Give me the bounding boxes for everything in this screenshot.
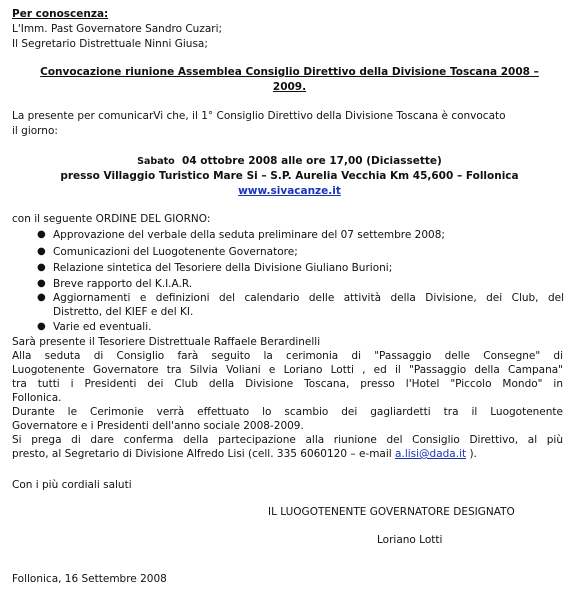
- meeting-website-row: [0, 185, 579, 197]
- signature-role: IL LUOGOTENENTE GOVERNATORE DESIGNATO: [268, 506, 515, 518]
- agenda-item-6: Varie ed eventuali.: [53, 321, 152, 333]
- agenda-intro: con il seguente ORDINE DEL GIORNO:: [12, 213, 211, 225]
- bullet-icon: ●: [37, 229, 46, 240]
- bullet-icon: ●: [37, 321, 46, 332]
- cc-line-2: Il Segretario Distrettuale Ninni Giusa;: [12, 38, 208, 50]
- website-link[interactable]: www.sivacanze.it: [238, 185, 341, 197]
- agenda-item-5-line-2: Distretto, del KIEF e del KI.: [53, 306, 194, 318]
- body-line-6: Durante le Cerimonie verrà effettuato lo scambio dei gagliardetti tra il Luogotenente: [12, 406, 563, 418]
- body-line-1: Sarà presente il Tesoriere Distrettuale Raffaele Berardinelli: [12, 336, 321, 348]
- document-title-line-2: 2009.: [272, 81, 307, 93]
- body-line-4: tra tutti i Presidenti dei Club della Divisione Toscana, presso l'Hotel "Piccolo Mondo" in: [12, 378, 563, 390]
- body-line-7: Governatore e i Presidenti dell'anno sociale 2008-2009.: [12, 420, 304, 432]
- body-line-8: Si prega di dare conferma della partecipazione alla riunione del Consiglio Direttivo, al più: [12, 434, 563, 446]
- document-title-line-1: Convocazione riunione Assemblea Consiglio Direttivo della Divisione Toscana 2008 –: [40, 66, 539, 78]
- bullet-icon: ●: [37, 278, 46, 289]
- bullet-icon: ●: [37, 292, 46, 303]
- agenda-item-1: Approvazione del verbale della seduta preliminare del 07 settembre 2008;: [53, 229, 445, 241]
- cc-line-1: L'Imm. Past Governatore Sandro Cuzari;: [12, 23, 223, 35]
- body-line-9: [12, 448, 477, 460]
- meeting-place: presso Villaggio Turistico Mare Si – S.P. Aurelia Vecchia Km 45,600 – Follonica: [60, 170, 519, 182]
- email-link[interactable]: a.lisi@dada.it: [395, 448, 467, 460]
- agenda-item-4: Breve rapporto del K.I.A.R.: [53, 278, 193, 290]
- agenda-item-2: Comunicazioni del Luogotenente Governatore;: [53, 246, 298, 258]
- bullet-icon: ●: [37, 246, 46, 257]
- bullet-icon: ●: [37, 262, 46, 273]
- place-date: Follonica, 16 Settembre 2008: [12, 573, 167, 585]
- agenda-item-3: Relazione sintetica del Tesoriere della Divisione Giuliano Burioni;: [53, 262, 393, 274]
- meeting-date: 04 ottobre 2008 alle ore 17,00 (Diciassette): [182, 155, 442, 167]
- meeting-datetime: [0, 155, 579, 167]
- body-line-2: Alla seduta di Consiglio farà seguito la cerimonia di "Passaggio delle Consegne" di: [12, 350, 563, 362]
- intro-line-1: La presente per comunicarVi che, il 1° Consiglio Direttivo della Divisione Toscana è convocato: [12, 110, 506, 122]
- body-line-3: Luogotenente Governatore tra Silvia Voliani e Loriano Lotti , ed il "Passaggio della Campana": [12, 364, 563, 376]
- agenda-item-5-line-1: Aggiornamenti e definizioni del calendario delle attività della Divisione, dei Club, del: [53, 292, 564, 304]
- body-line-9-text: presto, al Segretario di Divisione Alfredo Lisi (cell. 335 6060120 – e-mail: [12, 448, 396, 460]
- signature-name: Loriano Lotti: [377, 534, 443, 546]
- body-line-5: Follonica.: [12, 392, 62, 404]
- closing: Con i più cordiali saluti: [12, 479, 132, 491]
- intro-line-2: il giorno:: [12, 125, 58, 137]
- cc-heading: Per conoscenza:: [12, 8, 109, 20]
- body-line-9-end: ).: [466, 448, 477, 460]
- meeting-day: Sabato: [137, 156, 175, 167]
